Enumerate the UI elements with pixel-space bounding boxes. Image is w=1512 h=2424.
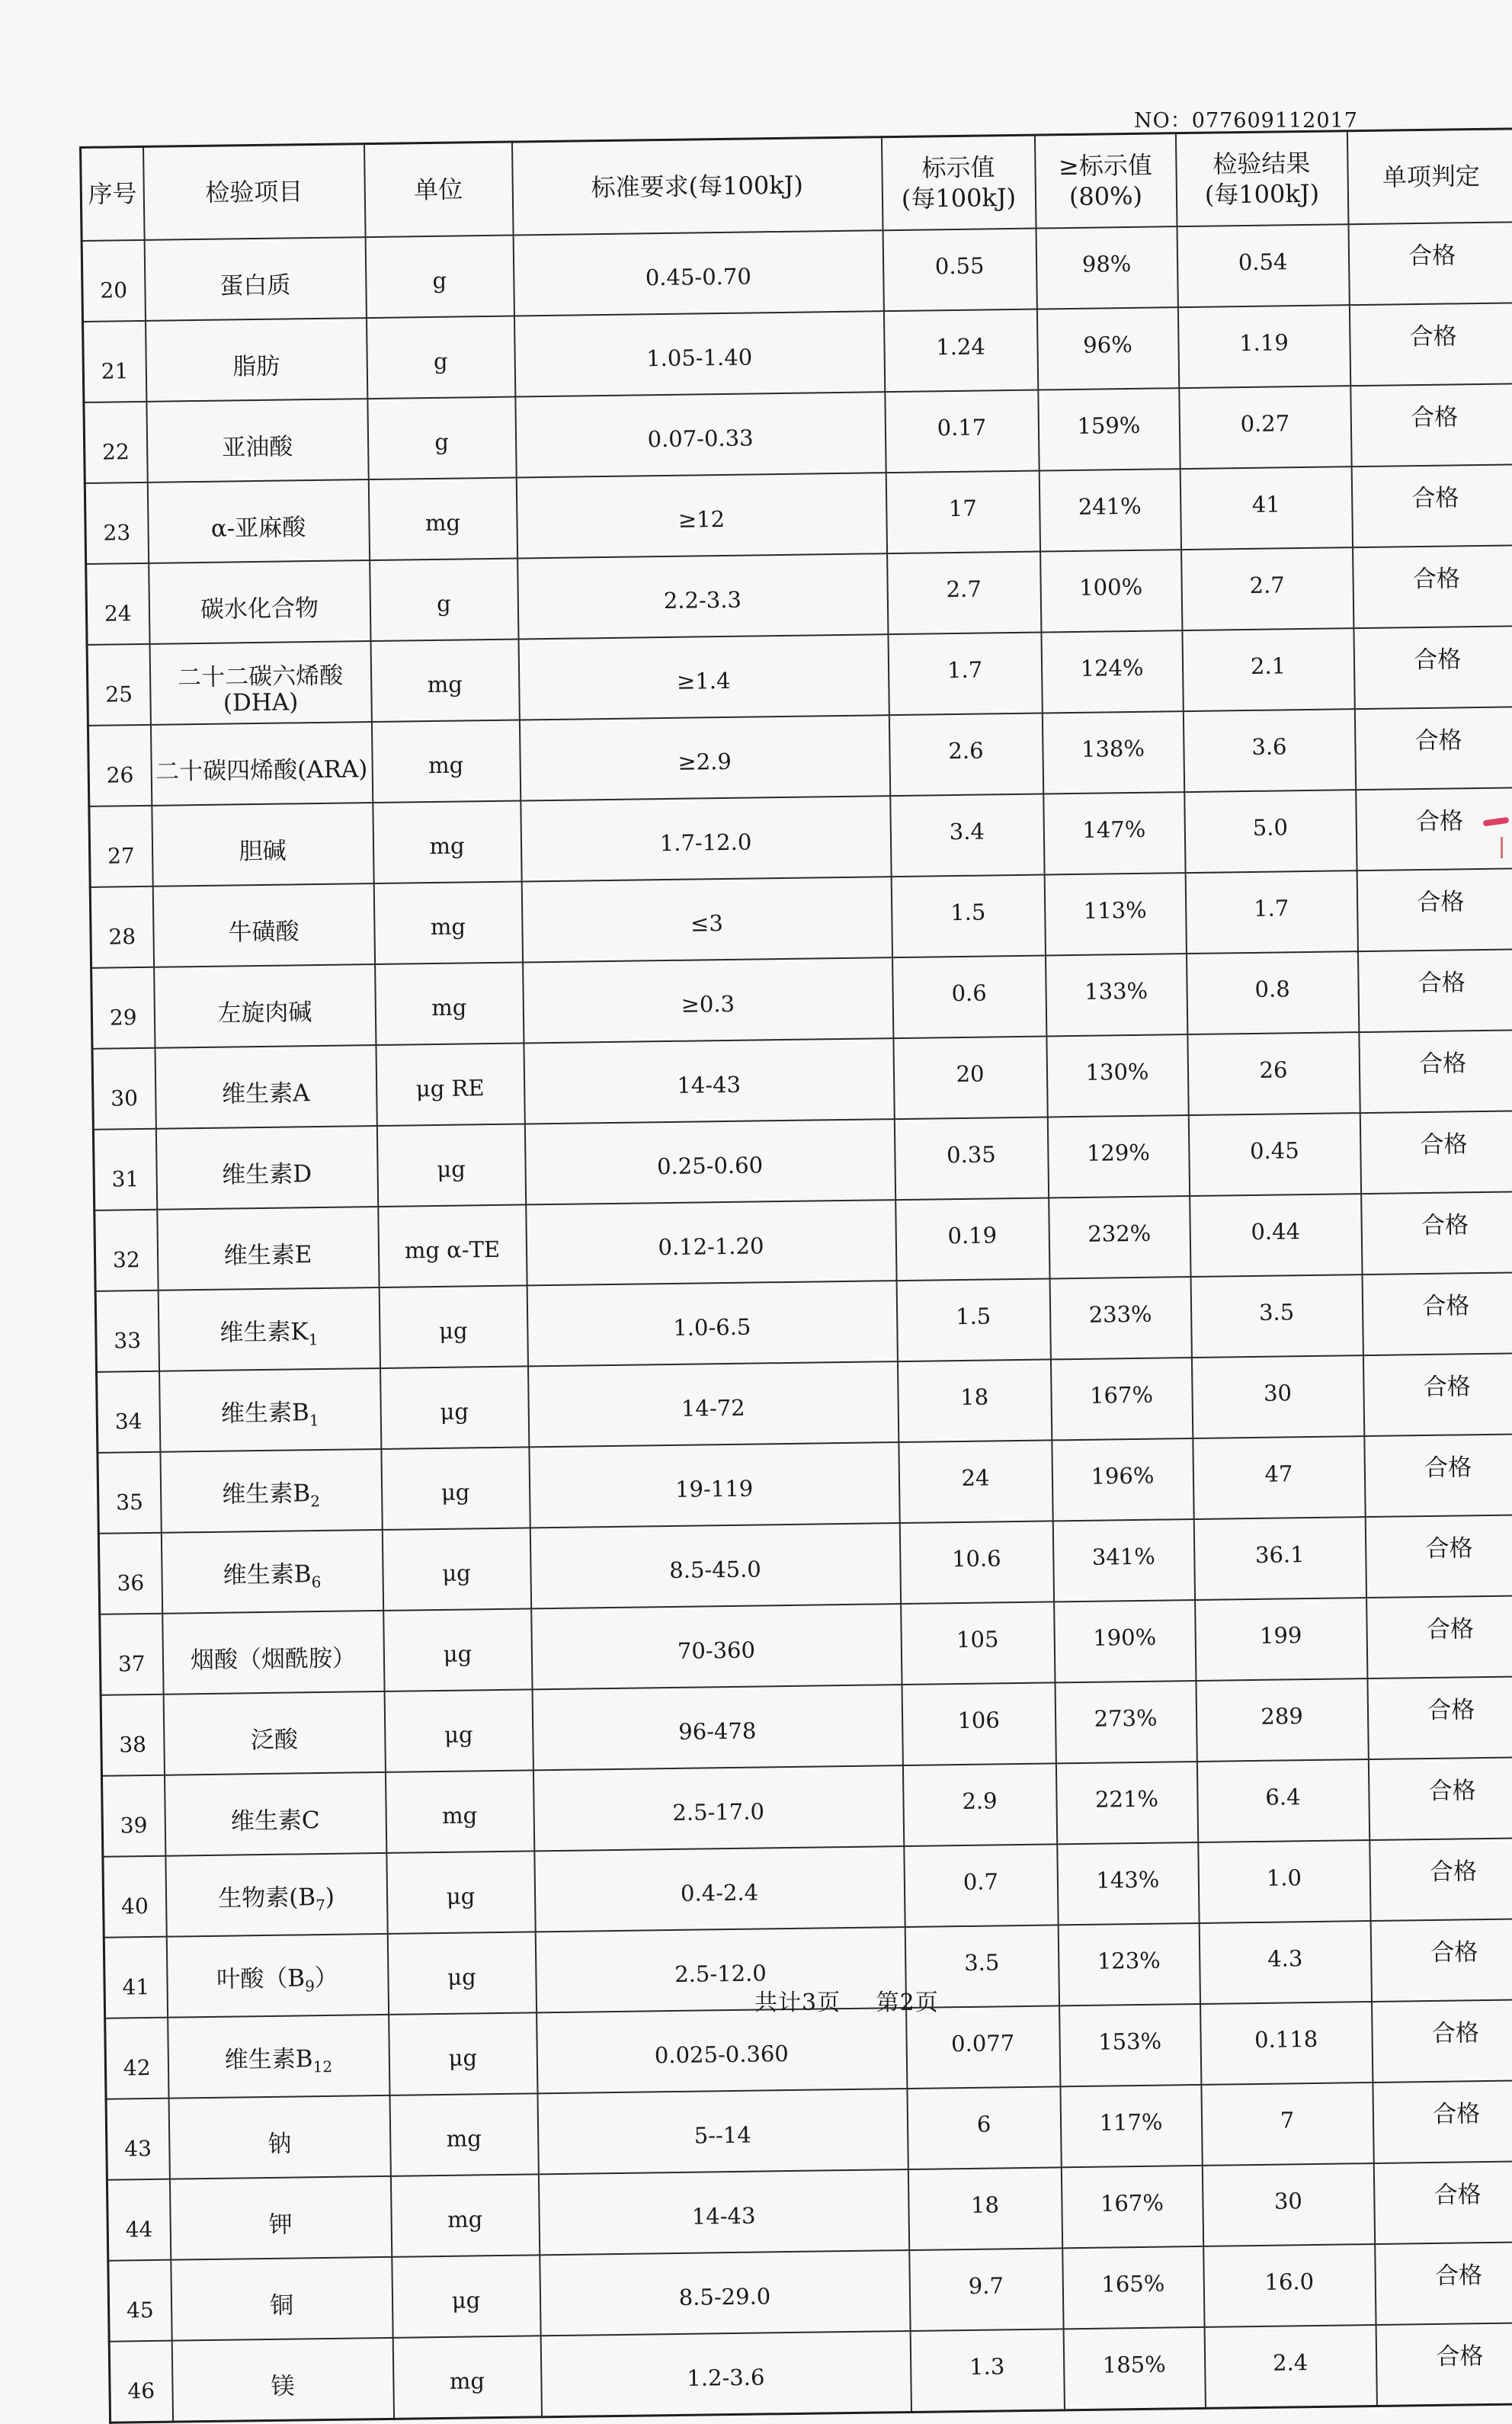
row-percent: 273% [1055, 1681, 1196, 1763]
row-percent: 123% [1058, 1923, 1200, 2006]
row-seq: 20 [82, 240, 145, 322]
row-verdict: 合格 [1357, 949, 1512, 1032]
row-seq: 22 [84, 402, 147, 483]
row-result: 1.19 [1177, 305, 1350, 388]
header-pct-line2: (80%) [1068, 181, 1143, 212]
row-item [159, 1368, 381, 1452]
header-pct-line1: ≥标示值 [1058, 150, 1153, 181]
row-seq: 38 [101, 1695, 164, 1776]
row-result: 0.54 [1177, 224, 1349, 307]
row-result: 2.4 [1204, 2325, 1376, 2408]
row-standard: 1.7-12.0 [521, 796, 891, 881]
row-item [157, 1207, 379, 1291]
row-item-name: 镁 [271, 2372, 295, 2400]
row-result: 4.3 [1199, 1921, 1371, 2004]
report-number: NO：077609112017 [1134, 109, 1358, 133]
row-percent: 153% [1059, 2004, 1201, 2086]
row-item-name: 烟酸（烟酰胺） [190, 1644, 357, 1675]
row-standard: 96-478 [532, 1685, 902, 1770]
row-label-value: 0.35 [894, 1117, 1048, 1200]
row-item-subscript: 12 [312, 2057, 333, 2076]
row-unit: g [370, 559, 518, 642]
row-item-name: 胆碱 [239, 837, 287, 866]
row-item-subscript: 1 [309, 1411, 319, 1430]
row-seq: 40 [103, 1856, 166, 1938]
row-seq: 34 [97, 1371, 160, 1453]
row-standard: 2.5-12.0 [535, 1927, 905, 2012]
row-item-name: 亚油酸 [221, 433, 293, 462]
red-pen-stroke [1490, 837, 1503, 858]
row-item-subscript: 1 [308, 1330, 319, 1349]
row-label-value: 2.9 [902, 1763, 1056, 1846]
row-seq: 30 [92, 1048, 155, 1130]
row-standard: 19-119 [529, 1442, 899, 1528]
row-item-name: 维生素B [222, 1480, 311, 1509]
row-verdict: 合格 [1361, 1191, 1512, 1275]
row-standard: ≥2.9 [519, 715, 889, 800]
row-item-name: 铜 [269, 2291, 294, 2320]
row-verdict: 合格 [1351, 464, 1512, 547]
row-item-name: 维生素D [222, 1160, 312, 1189]
row-item [146, 318, 367, 402]
row-percent: 138% [1042, 711, 1184, 794]
row-standard: 8.5-29.0 [540, 2250, 910, 2336]
row-unit: mg [373, 800, 521, 883]
row-item-name: 牛磺酸 [228, 918, 300, 947]
row-result: 36.1 [1193, 1517, 1366, 1600]
row-item [144, 237, 366, 321]
row-result: 199 [1195, 1598, 1367, 1681]
row-unit: mg α-TE [378, 1204, 527, 1287]
row-item-name: 二十碳四烯酸(ARA) [155, 755, 368, 786]
row-result: 5.0 [1184, 790, 1357, 873]
row-verdict: 合格 [1348, 222, 1512, 305]
row-label-value: 2.7 [887, 552, 1041, 635]
row-percent: 185% [1063, 2327, 1205, 2410]
row-percent: 124% [1041, 630, 1183, 713]
row-item [147, 479, 369, 563]
row-verdict: 合格 [1350, 383, 1512, 467]
row-item-name: 叶酸（B [216, 1964, 306, 1993]
row-unit: g [366, 316, 514, 399]
row-result: 0.45 [1188, 1113, 1360, 1196]
row-percent: 196% [1052, 1438, 1193, 1521]
row-item [162, 1611, 384, 1695]
row-item [166, 1934, 388, 2018]
row-standard: 1.2-3.6 [540, 2331, 911, 2417]
row-standard: 0.025-0.360 [537, 2008, 907, 2093]
row-standard: ≥0.3 [523, 957, 893, 1043]
row-percent: 232% [1049, 1196, 1190, 1278]
row-seq: 25 [87, 644, 150, 726]
row-verdict: 合格 [1367, 1676, 1512, 1759]
row-standard: 0.12-1.20 [526, 1200, 896, 1285]
row-item [161, 1530, 383, 1614]
header-seq: 序号 [81, 146, 145, 241]
row-item-name: 维生素B [224, 2045, 313, 2074]
row-standard: 1.05-1.40 [514, 311, 884, 396]
row-unit: mg [389, 2093, 538, 2176]
row-percent: 96% [1036, 307, 1178, 390]
row-label-value: 20 [893, 1036, 1047, 1119]
header-result-line2: (每100kJ) [1204, 178, 1320, 210]
row-label-value: 17 [886, 471, 1040, 554]
row-label-value: 1.5 [896, 1278, 1050, 1361]
row-label-value: 0.17 [885, 390, 1039, 473]
row-seq: 29 [91, 967, 155, 1049]
row-verdict: 合格 [1366, 1595, 1512, 1679]
row-label-value: 0.077 [906, 2006, 1060, 2089]
row-verdict: 合格 [1354, 707, 1512, 790]
row-label-value: 1.5 [891, 875, 1045, 958]
row-item-name: 左旋肉碱 [217, 999, 312, 1028]
row-standard: 14-72 [527, 1361, 898, 1447]
row-item-tail: ） [314, 1964, 338, 1993]
row-unit: mg [392, 2336, 541, 2419]
row-label-value: 6 [907, 2086, 1061, 2169]
row-verdict: 合格 [1362, 1272, 1512, 1355]
row-item-name: 钾 [268, 2211, 293, 2239]
row-item [165, 1853, 387, 1937]
row-verdict: 合格 [1359, 1030, 1512, 1113]
row-unit: μg [389, 2012, 537, 2095]
row-item-subscript: 7 [316, 1896, 326, 1915]
row-verdict: 合格 [1353, 545, 1512, 628]
row-item-subscript: 2 [310, 1492, 321, 1511]
row-item [169, 2176, 391, 2260]
row-verdict: 合格 [1372, 1999, 1512, 2083]
row-verdict: 合格 [1369, 1838, 1512, 1921]
row-item [155, 1126, 377, 1210]
row-standard: ≤3 [521, 877, 892, 962]
row-seq: 21 [83, 321, 146, 402]
row-unit: mg [370, 640, 519, 723]
row-unit: μg [387, 1932, 536, 2015]
row-item-name: 维生素K [219, 1318, 309, 1347]
row-seq: 42 [105, 2018, 168, 2099]
header-unit: 单位 [364, 142, 513, 237]
row-label-value: 1.3 [910, 2329, 1064, 2412]
row-item [152, 883, 374, 967]
row-unit: μg [386, 1851, 535, 1934]
row-item [164, 1772, 386, 1856]
row-standard: 8.5-45.0 [530, 1523, 900, 1608]
row-item [149, 641, 371, 725]
row-label-value: 2.6 [889, 713, 1043, 797]
row-standard: 2.5-17.0 [533, 1765, 903, 1851]
row-unit: mg [373, 881, 522, 964]
row-label-value: 1.7 [888, 633, 1042, 716]
row-seq: 35 [98, 1452, 161, 1534]
row-percent: 147% [1043, 792, 1185, 874]
row-percent: 129% [1047, 1115, 1189, 1198]
row-result: 26 [1187, 1032, 1360, 1115]
row-item [158, 1287, 380, 1371]
row-label-value: 24 [899, 1440, 1052, 1523]
header-test-result [1175, 131, 1348, 226]
row-item-name: α-亚麻酸 [210, 514, 306, 543]
row-percent: 113% [1044, 873, 1186, 955]
row-verdict: 合格 [1357, 868, 1512, 951]
header-result-line1: 检验结果 [1212, 148, 1311, 179]
row-unit: mg [368, 478, 517, 561]
row-percent: 130% [1046, 1034, 1188, 1117]
row-unit: g [365, 236, 514, 319]
row-percent: 167% [1061, 2166, 1203, 2248]
row-label-value: 18 [897, 1359, 1051, 1442]
row-seq: 45 [108, 2260, 171, 2342]
row-label-value: 3.4 [890, 794, 1044, 877]
row-seq: 46 [109, 2341, 172, 2423]
row-seq: 28 [90, 887, 153, 968]
row-label-value: 3.5 [905, 1925, 1059, 2008]
row-label-value: 0.6 [892, 955, 1046, 1038]
row-percent: 143% [1057, 1842, 1199, 1925]
row-item-name: 蛋白质 [219, 271, 291, 300]
header-standard: 标准要求(每100kJ) [511, 137, 883, 236]
row-item [171, 2257, 392, 2341]
row-seq: 36 [98, 1533, 162, 1614]
header-label-line1: 标示值 [921, 152, 995, 183]
row-item-tail: ) [325, 1883, 335, 1911]
row-item-subscript: 6 [311, 1573, 322, 1592]
row-item-name: 维生素A [221, 1079, 310, 1108]
row-item [152, 803, 373, 887]
header-item: 检验项目 [143, 144, 366, 240]
row-verdict: 合格 [1368, 1757, 1512, 1840]
row-percent: 133% [1046, 954, 1187, 1036]
row-verdict: 合格 [1376, 2323, 1512, 2406]
row-result: 1.7 [1185, 871, 1357, 954]
row-result: 0.118 [1200, 2002, 1373, 2085]
row-item-subscript: 9 [304, 1977, 316, 1996]
row-unit: μg [381, 1447, 530, 1530]
row-percent: 341% [1052, 1519, 1194, 1602]
row-item-name: 维生素B [223, 1560, 312, 1589]
row-item [163, 1691, 385, 1775]
row-item-name: 维生素E [223, 1241, 312, 1270]
row-standard: 14-43 [538, 2169, 908, 2255]
row-item [149, 560, 370, 644]
row-percent: 241% [1039, 469, 1180, 551]
row-result: 289 [1196, 1679, 1368, 1762]
row-standard: 5--14 [537, 2089, 908, 2174]
row-seq: 43 [106, 2099, 169, 2180]
row-verdict: 合格 [1363, 1353, 1512, 1436]
header-percent-of-label [1034, 133, 1177, 229]
row-verdict: 合格 [1373, 2080, 1512, 2163]
row-verdict: 合格 [1349, 303, 1512, 386]
row-verdict: 合格 [1353, 626, 1512, 709]
row-item-name: 钠 [267, 2130, 292, 2158]
header-verdict: 单项判定 [1347, 129, 1512, 224]
row-verdict: 合格 [1370, 1919, 1512, 2002]
row-standard: 70-360 [531, 1604, 902, 1689]
row-result: 1.0 [1198, 1840, 1370, 1923]
row-standard: 14-43 [524, 1038, 894, 1124]
row-percent: 100% [1040, 550, 1182, 632]
row-item [160, 1449, 382, 1533]
row-result: 2.1 [1182, 628, 1354, 711]
row-item-name: 维生素B [220, 1399, 310, 1428]
row-percent: 221% [1056, 1762, 1197, 1844]
row-item-name: 脂肪 [232, 352, 280, 381]
row-result: 30 [1202, 2163, 1374, 2246]
row-item-name: 碳水化合物 [200, 594, 319, 624]
page-footer [754, 1983, 939, 2017]
row-item-name: 维生素C [230, 1807, 320, 1836]
row-seq: 24 [86, 563, 149, 645]
row-label-value: 0.55 [883, 229, 1036, 312]
total-pages: 共计3页 [754, 1990, 841, 2016]
row-standard: 0.45-0.70 [513, 230, 883, 316]
row-item [150, 722, 372, 806]
row-result: 47 [1193, 1436, 1365, 1519]
row-item-abbrev: (DHA) [223, 688, 299, 717]
row-item-name: 泛酸 [250, 1726, 299, 1755]
row-item [146, 399, 368, 483]
row-unit: μg [380, 1366, 529, 1449]
row-percent: 167% [1050, 1358, 1192, 1440]
row-label-value: 18 [908, 2167, 1062, 2250]
row-seq: 32 [94, 1210, 158, 1291]
row-label-value: 106 [902, 1682, 1056, 1765]
current-page: 第2页 [876, 1990, 939, 2016]
row-percent: 165% [1062, 2246, 1204, 2329]
row-unit: mg [371, 720, 520, 803]
row-result: 0.8 [1186, 951, 1358, 1034]
row-percent: 190% [1054, 1600, 1196, 1682]
row-unit: μg [392, 2255, 540, 2338]
row-label-value: 105 [901, 1602, 1055, 1685]
row-label-value: 10.6 [899, 1521, 1053, 1604]
row-seq: 26 [88, 725, 151, 806]
row-seq: 27 [89, 806, 152, 887]
row-unit: μg [376, 1124, 525, 1207]
row-verdict: 合格 [1373, 2161, 1512, 2244]
row-seq: 31 [93, 1129, 156, 1210]
row-standard: 2.2-3.3 [517, 553, 888, 639]
row-item [171, 2338, 393, 2422]
row-result: 16.0 [1203, 2244, 1376, 2327]
header-label-value [881, 135, 1036, 230]
row-label-value: 0.7 [904, 1844, 1058, 1927]
row-percent: 117% [1060, 2085, 1202, 2167]
row-result: 7 [1201, 2083, 1373, 2166]
row-percent: 159% [1038, 388, 1180, 470]
row-unit: μg [384, 1689, 533, 1772]
row-item [154, 964, 376, 1048]
row-result: 3.5 [1190, 1275, 1363, 1358]
row-unit: mg [390, 2174, 539, 2257]
row-label-value: 9.7 [909, 2248, 1063, 2331]
inspection-results-table [79, 127, 1512, 2423]
inspection-results-sheet [79, 127, 1512, 2423]
row-label-value: 1.24 [883, 309, 1037, 393]
row-unit: mg [375, 962, 524, 1045]
row-result: 2.7 [1181, 547, 1353, 630]
row-item-name: 生物素(B [218, 1884, 316, 1913]
row-result: 3.6 [1183, 709, 1355, 792]
table-header-row [81, 129, 1512, 241]
row-result: 41 [1180, 467, 1352, 550]
row-seq: 37 [100, 1614, 163, 1695]
row-standard: ≥1.4 [518, 634, 889, 720]
row-item [168, 2015, 389, 2099]
row-verdict: 合格 [1360, 1111, 1512, 1194]
row-result: 6.4 [1196, 1759, 1369, 1842]
row-unit: μg [382, 1528, 530, 1611]
row-result: 0.44 [1190, 1194, 1362, 1277]
row-percent: 98% [1036, 226, 1177, 309]
row-verdict: 合格 [1356, 787, 1512, 871]
row-unit: μg [379, 1285, 527, 1368]
row-verdict: 合格 [1365, 1515, 1512, 1598]
row-standard: ≥12 [516, 473, 886, 558]
row-unit: mg [385, 1770, 533, 1853]
header-label-line2: (每100kJ) [901, 182, 1017, 213]
row-item [155, 1045, 376, 1129]
row-result: 0.27 [1179, 386, 1351, 469]
row-item-name: 二十二碳六烯酸 [177, 662, 344, 692]
row-seq: 39 [101, 1775, 165, 1857]
row-unit: μg RE [376, 1043, 524, 1126]
row-seq: 33 [95, 1291, 159, 1372]
row-item [168, 2095, 390, 2179]
row-verdict: 合格 [1375, 2242, 1512, 2325]
row-standard: 0.4-2.4 [534, 1846, 905, 1932]
row-verdict: 合格 [1364, 1434, 1512, 1517]
row-result: 30 [1191, 1355, 1363, 1438]
row-percent: 233% [1049, 1277, 1191, 1359]
row-standard: 0.07-0.33 [515, 392, 886, 477]
row-label-value: 0.19 [895, 1198, 1049, 1281]
row-seq: 44 [107, 2179, 170, 2261]
row-seq: 41 [104, 1937, 167, 2018]
row-unit: g [367, 397, 516, 480]
table-body [82, 222, 1512, 2422]
row-unit: μg [383, 1608, 532, 1691]
row-standard: 0.25-0.60 [524, 1119, 895, 1204]
row-standard: 1.0-6.5 [527, 1281, 897, 1366]
row-seq: 23 [85, 483, 148, 564]
